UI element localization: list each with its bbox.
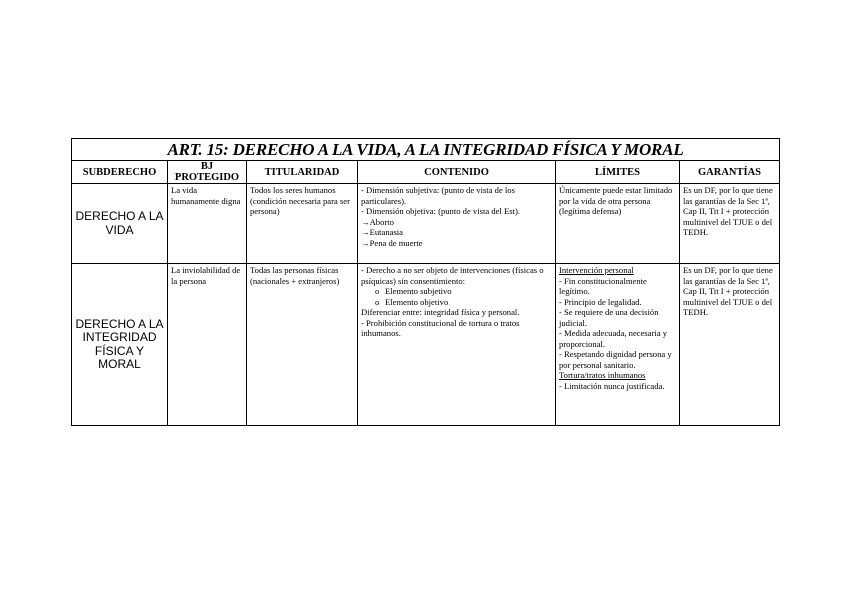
header-row [72,161,780,184]
garantias-cell: Es un DF, por lo que tiene las garantías de la Sec 1ª, Cap II, Tit I + protección multinivel del TJUE o del TEDH. [680,264,780,426]
bj-cell: La inviolabilidad de la persona [168,264,247,426]
titularidad-cell: Todos los seres humanos (condición necesaria para ser persona) [247,184,358,264]
contenido-line: - Dimensión subjetiva: (punto de vista de los particulares). [361,185,515,206]
subderecho-cell: DERECHO A LA INTEGRIDAD FÍSICA Y MORAL [72,264,168,426]
bullet-item: o Elemento subjetivo [375,286,452,296]
header-contenido: CONTENIDO [358,161,556,184]
limites-line: - Fin constitucionalmente legítimo. [559,275,647,296]
titularidad-cell: Todas las personas físicas (nacionales + extranjeros) [247,264,358,426]
header-titularidad: TITULARIDAD [247,161,358,184]
limites-cell [556,264,680,426]
limites-heading: Tortura/tratos inhumanos [559,370,646,380]
table-row [72,264,780,426]
contenido-line: →Aborto [361,216,394,227]
contenido-line: - Dimensión objetiva: (punto de vista del Est). [361,206,520,216]
bj-cell: La vida humanamente digna [168,184,247,264]
rights-table [71,138,780,426]
limites-line: - Se requiere de una decisión judicial. [559,307,659,328]
contenido-cell [358,264,556,426]
table-title: ART. 15: DERECHO A LA VIDA, A LA INTEGRIDAD FÍSICA Y MORAL [72,139,780,161]
header-subderecho: SUBDERECHO [72,161,168,184]
bullet-item: o Elemento objetivo [375,296,449,307]
contenido-line: - Derecho a no ser objeto de intervenciones (físicas o psíquicas) sin consentimiento: [361,265,544,286]
header-limites: LÍMITES [556,161,680,184]
bullet-symbol: o [375,286,380,296]
contenido-line: →Eutanasia [361,227,403,237]
limites-heading: Intervención personal [559,265,634,275]
bullet-symbol: o [375,296,380,307]
table-row [72,184,780,264]
limites-line: - Limitación nunca justificada. [559,380,665,391]
contenido-cell [358,184,556,264]
subderecho-cell: DERECHO A LA VIDA [72,184,168,264]
limites-line: - Respetando dignidad persona y por personal sanitario. [559,349,672,370]
title-row [72,139,780,161]
limites-line: - Principio de legalidad. [559,296,642,307]
contenido-line: →Pena de muerte [361,237,423,248]
contenido-line: Diferenciar entre: integridad física y personal. [361,307,520,317]
header-garantias: GARANTÍAS [680,161,780,184]
limites-line: - Medida adecuada, necesaria y proporcional. [559,328,668,349]
garantias-cell: Es un DF, por lo que tiene las garantías de la Sec 1ª, Cap II, Tit I + protección multinivel del TJUE o del TEDH. [680,184,780,264]
contenido-line: - Prohibición constitucional de tortura o tratos inhumanos. [361,317,520,338]
limites-cell: Únicamente puede estar limitado por la vida de otra persona (legítima defensa) [556,184,680,264]
header-bj-protegido: BJ PROTEGIDO [168,161,247,184]
